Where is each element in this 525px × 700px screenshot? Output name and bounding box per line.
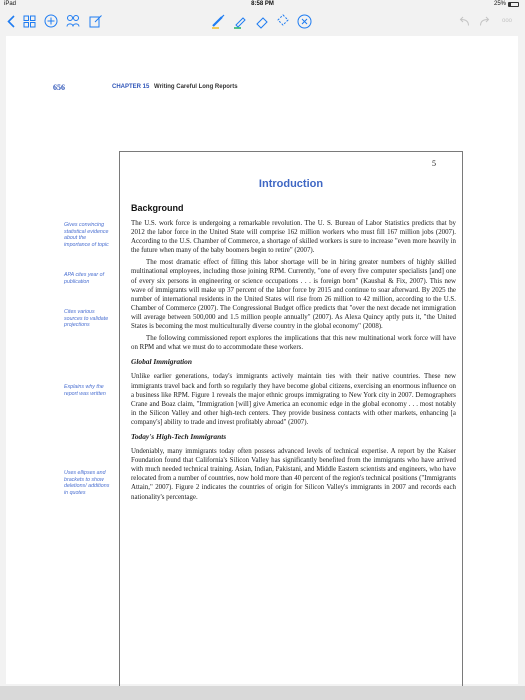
margin-note: APA cites year of publication	[64, 272, 105, 285]
battery-indicator	[494, 1, 519, 7]
paragraph: Unlike earlier generations, today's immigrants actively maintain ties with their native countries. These new immigrants travel back and forth so regularly they have become global citizens, exercising an enormous influence on a business like RPM. Figure 1 reveals the major ethnic groups immigrating to New York city in 2007. Demographers Crane and Boaz claim, "Immigration [will] give America an economic edge in the global economy . . . most notably in the Silicon Valley and other high-tech centers. They provide business contacts with other markets, enhancing [a company's] ability to trade and invest profitably abroad" (2007).	[131, 373, 456, 426]
back-chevron-icon[interactable]	[6, 13, 16, 29]
chapter-title: Writing Careful Long Reports	[154, 84, 238, 90]
running-header	[112, 84, 238, 90]
margin-note: Cites various sources to validate projections	[64, 309, 109, 329]
report-page-number: 5	[432, 159, 436, 168]
clock: 8:58 PM	[251, 1, 274, 7]
eraser-icon[interactable]	[254, 13, 270, 29]
status-bar	[0, 0, 525, 10]
sample-report-page	[119, 151, 463, 700]
more-icon[interactable]: ooo	[501, 18, 512, 24]
subheading: Global Immigration	[131, 357, 192, 367]
paragraph: The most dramatic effect of filling this labor shortage will be in hiring greater numbers of highly skilled multinational employees, including those joining RPM. Currently, "one of every five computer specialists [and] one of every six persons in engineering or science occupations . . . is foreign born" (Kaushal & Fix, 2007). This new wave of immigrants will make up 37 percent of the labor force by 2015 and continue to soar afterward. By 2025 the number of international residents in the United States will rise from 26 million to 42 million, according to the U.S. Chamber of Commerce (2007). The Congressional Budget office predicts that "over the next decade net immigration will average between 500,000 and 1.5 million people annually" (2007). As Alexa Quincy aptly puts it, "the United States is becoming the most multiculturally diverse country in the global economy" (2008).	[131, 259, 456, 331]
margin-note: Explains why the report was written	[64, 384, 106, 397]
page-number: 656	[53, 83, 65, 92]
battery-icon	[508, 2, 519, 7]
section-heading: Background	[131, 203, 184, 213]
document-page	[6, 36, 518, 684]
bottom-bar	[0, 686, 525, 700]
section-title: Introduction	[258, 178, 324, 190]
device-name: iPad	[4, 1, 17, 7]
margin-note: Uses ellipses and brackets to show deletions/ additions in quotes	[64, 470, 110, 496]
paragraph: Undeniably, many immigrants today often possess advanced levels of technical expertise. A report by the Kaiser Foundation found that California's Silicon Valley has significantly benefited from the immigrants who have arrived with much needed technical training. Asian, Indian, Pakistani, and Middle Eastern scientists and engineers, who have relocated from a number of countries, now hold more than 40 percent of the region's technical positions ("Immigrants Attain," 2007). Figure 2 indicates the countries of origin for Silicon Valley's immigrants in 2007 and records each nationality's percentage.	[131, 448, 456, 501]
undo-icon[interactable]	[457, 13, 471, 29]
lasso-icon[interactable]	[275, 13, 291, 29]
subheading: Today's High-Tech Immigrants	[131, 431, 227, 441]
margin-note: Gives convincing statistical evidence about the importance of topic	[64, 222, 109, 248]
redo-icon[interactable]	[477, 13, 491, 29]
edit-icon[interactable]	[88, 13, 104, 29]
close-circle-icon[interactable]	[296, 13, 312, 29]
report-body	[131, 219, 456, 505]
share-icon[interactable]	[65, 13, 81, 29]
paragraph: The U.S. work force is undergoing a remarkable revolution. The U. S. Bureau of Labor Statistics predicts that by 2012 the labor force in the United State will comprise 162 million workers who must fill 167 million jobs (2007). According to the U.S. Chamber of Commerce, a shortage of skilled workers is sure to increase "even more heavily in the future when many of the baby boomers begin to retire" (2007).	[131, 220, 456, 255]
pen-icon[interactable]	[210, 13, 226, 29]
chapter-label: CHAPTER 15	[112, 84, 150, 90]
grid-view-icon[interactable]	[21, 13, 37, 29]
battery-percent: 25%	[493, 1, 506, 7]
paragraph: The following commissioned report explores the implications that this new multinational work force will have on RPM and what we must do to accommodate these workers.	[131, 335, 456, 352]
highlighter-icon[interactable]	[232, 13, 248, 29]
toolbar	[0, 10, 525, 32]
add-icon[interactable]	[43, 13, 59, 29]
